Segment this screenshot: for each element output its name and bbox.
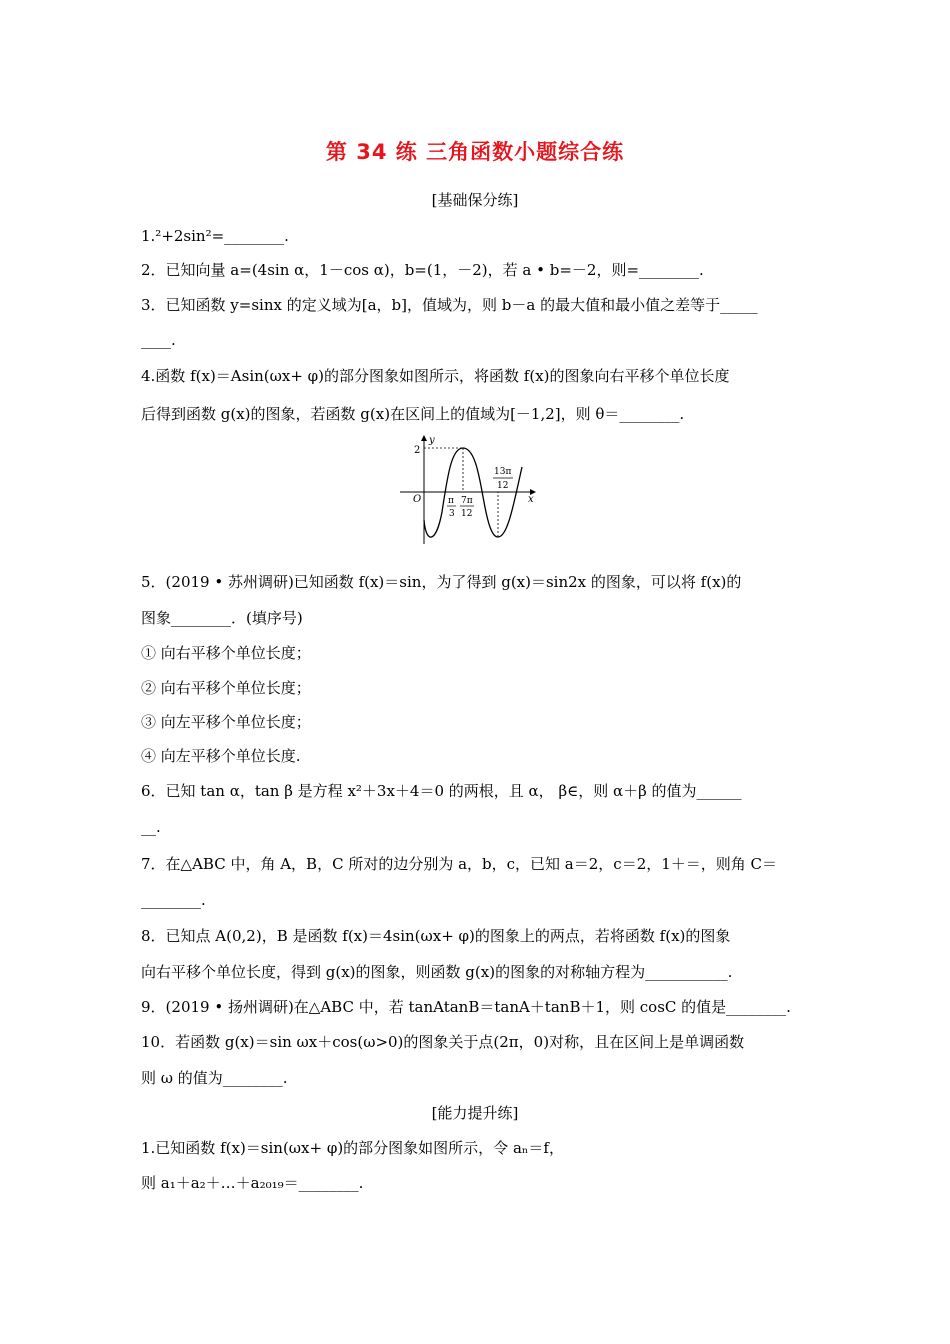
sine-graph-figure — [400, 432, 545, 547]
page-title: 第 34 练 三角函数小题综合练 — [325, 140, 625, 164]
advanced-question-1: 1.已知函数 f(x)＝sin(ωx+ φ)的部分图象如图所示，令 aₙ＝f， — [141, 1139, 564, 1157]
max-value-label: 2 — [414, 445, 421, 456]
question-5-option-4: ④ 向左平移个单位长度. — [141, 747, 301, 765]
question-4: 4.函数 f(x)＝Asin(ωx+ φ)的部分图象如图所示，将函数 f(x)的图象向右平移个单位长度 — [141, 367, 730, 385]
tick-label-7pi-12-den: 12 — [461, 509, 473, 519]
question-5-option-3: ③ 向左平移个单位长度； — [141, 713, 311, 731]
question-7: 7．在△ABC 中，角 A，B，C 所对的边分别为 a，b，c，已知 a＝2，c＝2，1＋＝，则角 C＝ — [141, 855, 778, 873]
y-axis-label: y — [429, 435, 435, 446]
question-5: 5．(2019 • 苏州调研)已知函数 f(x)＝sin，为了得到 g(x)＝sin2x 的图象，可以将 f(x)的 — [141, 573, 742, 591]
section-heading-advanced: [能力提升练] — [431, 1104, 519, 1122]
advanced-question-1-cont: 则 a₁＋a₂＋…＋a₂₀₁₉＝________. — [141, 1174, 364, 1192]
section-heading-basic: [基础保分练] — [431, 191, 519, 209]
question-2: 2．已知向量 a=(4sin α，1－cos α)，b=(1，－2)，若 a • b=－2，则=________. — [141, 261, 704, 279]
question-7-cont: ________. — [141, 891, 206, 909]
question-6-cont: __. — [141, 818, 161, 836]
question-6: 6．已知 tan α，tan β 是方程 x²＋3x＋4＝0 的两根，且 α， β∈，则 α＋β 的值为______ — [141, 782, 742, 800]
question-4-cont: 后得到函数 g(x)的图象，若函数 g(x)在区间上的值域为[－1,2]，则 θ＝________. — [141, 405, 685, 423]
question-10: 10．若函数 g(x)＝sin ωx＋cos(ω>0)的图象关于点(2π，0)对称，且在区间上是单调函数 — [141, 1033, 745, 1051]
question-5-cont: 图象________．(填序号) — [141, 609, 303, 627]
question-3-cont: ____. — [141, 331, 176, 349]
tick-label-13pi-12-den: 12 — [497, 481, 509, 491]
question-10-cont: 则 ω 的值为________. — [141, 1069, 288, 1087]
question-5-option-2: ② 向右平移个单位长度； — [141, 679, 311, 697]
question-5-option-1: ① 向右平移个单位长度； — [141, 644, 311, 662]
question-8: 8．已知点 A(0,2)，B 是函数 f(x)＝4sin(ωx+ φ)的图象上的两点，若将函数 f(x)的图象 — [141, 927, 731, 945]
question-9: 9．(2019 • 扬州调研)在△ABC 中，若 tanAtanB＝tanA＋tanB＋1，则 cosC 的值是________. — [141, 998, 791, 1016]
tick-label-pi-3-num: π — [448, 496, 454, 506]
origin-label: O — [413, 494, 422, 505]
tick-label-13pi-12-num: 13π — [494, 467, 512, 477]
question-8-cont: 向右平移个单位长度，得到 g(x)的图象，则函数 g(x)的图象的对称轴方程为___________. — [141, 963, 733, 981]
tick-label-7pi-12-num: 7π — [461, 496, 473, 506]
tick-label-pi-3-den: 3 — [449, 509, 455, 519]
question-3: 3．已知函数 y=sinx 的定义域为[a，b]，值域为，则 b－a 的最大值和最小值之差等于_____ — [141, 296, 758, 314]
x-axis-label: x — [528, 494, 534, 505]
question-1: 1.²+2sin²=________. — [141, 227, 289, 245]
